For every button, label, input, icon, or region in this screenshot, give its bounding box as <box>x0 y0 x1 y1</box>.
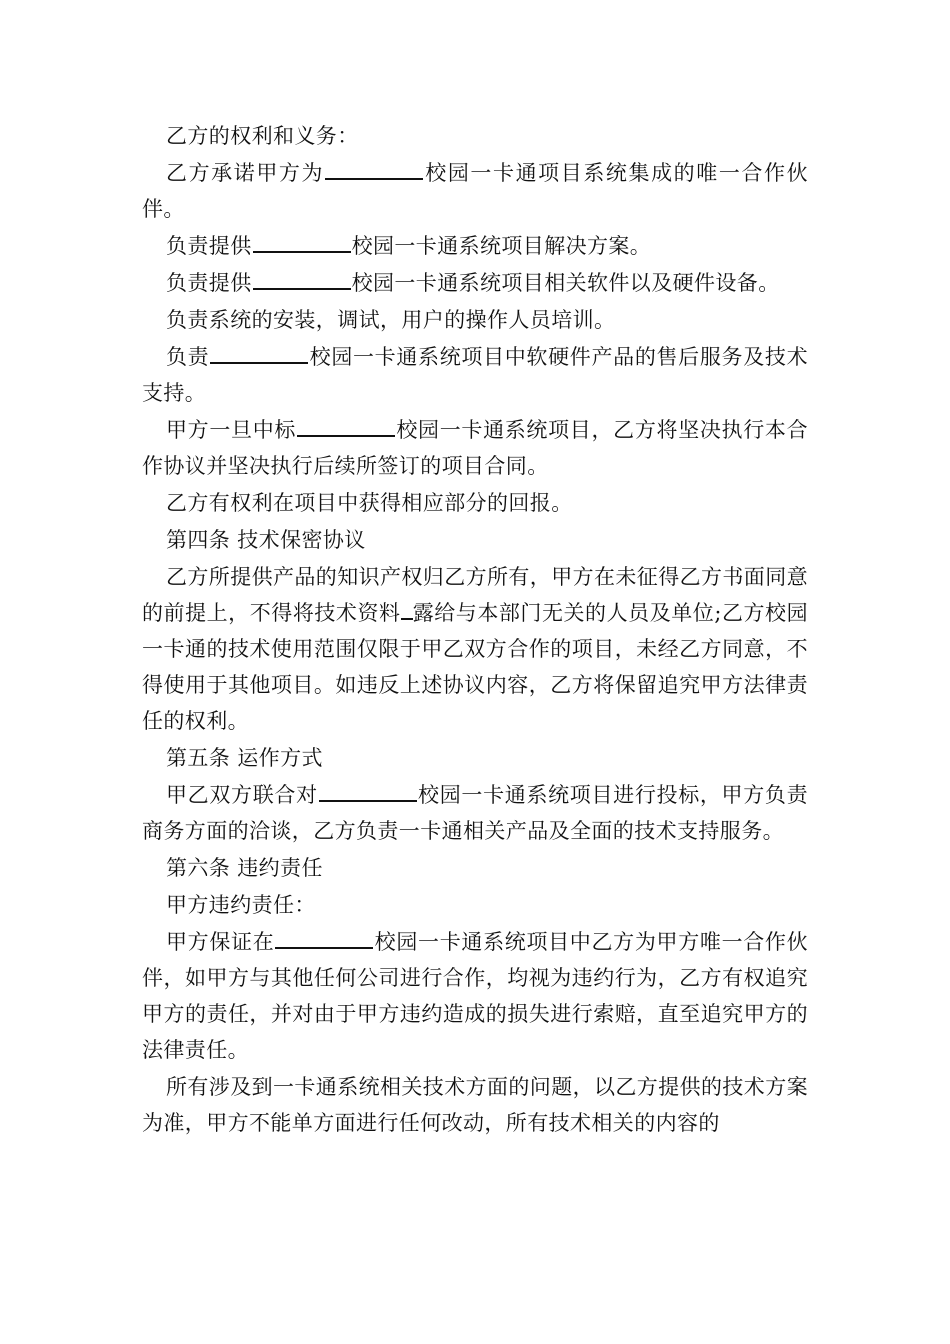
fill-in-blank <box>253 270 351 290</box>
paragraph-returns <box>142 485 808 521</box>
paragraph-joint-bidding <box>142 777 808 849</box>
paragraph-text: 负责提供 <box>166 234 252 258</box>
paragraph-provide-solution <box>142 228 808 264</box>
paragraph-text: 乙方承诺甲方为 <box>166 161 325 185</box>
paragraph-technical-issues <box>142 1069 808 1141</box>
paragraph-text: 所有涉及到一卡通系统相关技术方面的问题，以乙方提供的技术方案为准，甲方不能单方面进行任何改动，所有技术相关的内容的 <box>142 1075 808 1135</box>
paragraph-text: 校园一卡通项目系统集成的唯一合作伙伴。 <box>142 161 808 221</box>
paragraph-text: 校园一卡通系统项目中软硬件产品的售后服务及技术支持。 <box>142 345 808 405</box>
paragraph-text: 乙方有权利在项目中获得相应部分的回报。 <box>166 491 573 515</box>
paragraph-text: 校园一卡通系统项目相关软件以及硬件设备。 <box>351 271 780 295</box>
article-six-heading <box>142 850 808 886</box>
fill-in-blank <box>275 929 373 949</box>
paragraph-text: 乙方所提供产品的知识产权归乙方所有，甲方在未征得乙方书面同意的前提上，不得将技术资料 <box>142 565 808 625</box>
document-body <box>142 118 808 1142</box>
paragraph-provide-software-hardware <box>142 265 808 301</box>
paragraph-text: 第五条 运作方式 <box>166 746 323 770</box>
fill-in-blank <box>210 344 308 364</box>
paragraph-text: 乙方的权利和义务： <box>166 124 359 148</box>
paragraph-text: 第六条 违约责任 <box>166 856 323 880</box>
paragraph-installation-training <box>142 302 808 338</box>
paragraph-text: 校园一卡通系统项目中乙方为甲方唯一合作伙伴，如甲方与其他任何公司进行合作，均视为违约行为，乙方有权追究甲方的责任，并对由于甲方违约造成的损失进行索赔，直至追究甲方的法律责任。 <box>142 930 809 1062</box>
paragraph-exclusive-partner <box>142 155 808 227</box>
paragraph-party-a-guarantee <box>142 924 808 1068</box>
paragraph-text: 甲乙双方联合对 <box>166 783 318 807</box>
fill-in-blank <box>325 160 423 180</box>
paragraph-text: 校园一卡通系统项目，乙方将坚决执行本合作协议并坚决执行后续所签订的项目合同。 <box>142 418 808 478</box>
paragraph-text: 甲方违约责任： <box>166 893 316 917</box>
paragraph-text: 校园一卡通系统项目解决方案。 <box>351 234 652 258</box>
paragraph-confidentiality <box>142 559 808 739</box>
paragraph-text: 校园一卡通系统项目进行投标，甲方负责商务方面的洽谈，乙方负责一卡通相关产品及全面的技术支持服务。 <box>142 783 808 843</box>
fill-in-blank <box>253 233 351 253</box>
paragraph-text: 第四条 技术保密协议 <box>166 528 366 552</box>
paragraph-winning-bid <box>142 412 808 484</box>
fill-in-blank <box>297 417 395 437</box>
fill-in-blank <box>401 600 413 620</box>
paragraph-text: 甲方一旦中标 <box>166 418 297 442</box>
article-four-heading <box>142 522 808 558</box>
paragraph-text: 甲方保证在 <box>166 930 275 954</box>
paragraph-text: 负责系统的安装，调试，用户的操作人员培训。 <box>166 308 616 332</box>
paragraph-text: 露给与本部门无关的人员及单位;乙方校园一卡通的技术使用范围仅限于甲乙双方合作的项目，未经乙方同意，不得使用于其他项目。如违反上述协议内容，乙方将保留追究甲方法律责任的权利。 <box>142 601 808 733</box>
paragraph-text: 负责提供 <box>166 271 252 295</box>
paragraph-text: 负责 <box>166 345 210 369</box>
paragraph-party-a-liability-heading <box>142 887 808 923</box>
article-five-heading <box>142 740 808 776</box>
paragraph-after-sales <box>142 339 808 411</box>
paragraph-party-b-rights-heading <box>142 118 808 154</box>
fill-in-blank <box>319 782 417 802</box>
